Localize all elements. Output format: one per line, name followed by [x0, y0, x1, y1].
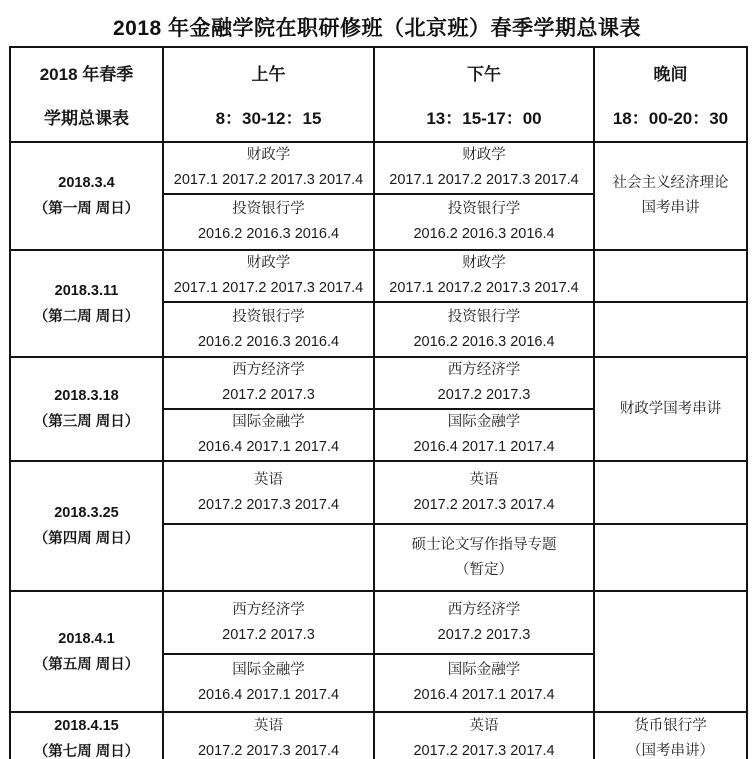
header-row: [10, 47, 747, 142]
course-name: 财政学: [462, 147, 506, 163]
course-cohorts: 2017.1 2017.2 2017.3 2017.4: [173, 280, 364, 296]
pm-course-cell: [374, 302, 594, 357]
course-name: 投资银行学: [447, 308, 521, 325]
week-text: （第五周 周日）: [33, 656, 140, 673]
header-evening: [594, 47, 747, 142]
course-name: 西方经济学: [447, 601, 521, 618]
course-cohorts: 2017.2 2017.3 2017.4: [413, 743, 555, 759]
course-name: 英语: [254, 471, 283, 488]
header-am-label: 上午: [251, 65, 286, 84]
evening-line2: （国考串讲）: [627, 743, 714, 759]
course-cohorts: 2016.2 2016.3 2016.4: [197, 226, 340, 242]
date-text: 2018.3.25: [54, 505, 119, 521]
am-course-cell: [163, 591, 374, 654]
course-cohorts: 2016.4 2017.1 2017.4: [413, 439, 555, 455]
pm-course-cell: [374, 194, 594, 250]
pm-course-cell: [374, 712, 594, 759]
course-name: 英语: [469, 718, 499, 734]
week-text: （第七周 周日）: [33, 744, 140, 759]
am-course-cell: [163, 250, 374, 302]
course-cohorts: 2016.2 2016.3 2016.4: [413, 333, 555, 350]
course-name: 西方经济学: [232, 601, 305, 618]
evening-cell-empty: [594, 591, 747, 712]
evening-line1: 社会主义经济理论: [612, 175, 729, 191]
course-name: 投资银行学: [232, 308, 305, 325]
schedule-table: [9, 46, 748, 759]
course-cohorts: 2017.2 2017.3 2017.4: [197, 743, 340, 759]
course-name: 国际金融学: [447, 662, 521, 678]
week5-row-top: [10, 591, 747, 654]
evening-line1: 货币银行学: [634, 718, 707, 734]
evening-cell: [594, 357, 747, 461]
week1-row-top: [10, 142, 747, 194]
week3-row-top: [10, 357, 747, 409]
week-text: （第四周 周日）: [33, 531, 140, 547]
course-cohorts: 2017.1 2017.2 2017.3 2017.4: [389, 280, 579, 296]
week-text: （第二周 周日）: [33, 308, 140, 325]
course-name: 国际金融学: [232, 662, 305, 678]
header-corner-line1: 2018 年春季: [39, 65, 134, 84]
am-course-cell: [163, 194, 374, 250]
week-text: （第一周 周日）: [33, 201, 140, 217]
course-cohorts: 2016.4 2017.1 2017.4: [197, 439, 340, 455]
date-cell: [10, 357, 163, 461]
header-pm-time: 13：15-17：00: [426, 109, 542, 128]
course-cohorts: 2016.4 2017.1 2017.4: [197, 687, 340, 703]
pm-course-cell: [374, 142, 594, 194]
course-name: 财政学: [462, 255, 506, 271]
pm-course-cell: [374, 524, 594, 591]
week7-row: [10, 712, 747, 759]
header-pm-label: 下午: [467, 65, 501, 84]
course-cohorts: 2017.2 2017.3: [222, 387, 315, 403]
course-name: 国际金融学: [447, 414, 521, 430]
date-text: 2018.3.11: [54, 282, 119, 299]
course-cohorts: 2017.2 2017.3 2017.4: [413, 496, 555, 513]
am-course-cell: [163, 461, 374, 524]
pm-course-cell: [374, 250, 594, 302]
date-text: 2018.3.4: [58, 175, 115, 191]
week-text: （第三周 周日）: [33, 414, 140, 430]
course-cohorts: 2017.2 2017.3: [437, 387, 531, 403]
evening-cell-empty: [594, 250, 747, 302]
am-course-cell: [163, 357, 374, 409]
evening-cell-empty: [594, 461, 747, 524]
evening-cell-empty: [594, 524, 747, 591]
date-cell: [10, 712, 163, 759]
evening-cell: [594, 712, 747, 759]
course-name: 财政学: [246, 147, 291, 163]
course-name: 投资银行学: [232, 201, 305, 217]
date-cell: [10, 461, 163, 591]
pm-course-cell: [374, 409, 594, 461]
pm-course-cell: [374, 357, 594, 409]
am-course-cell: [163, 142, 374, 194]
week4-row-top: [10, 461, 747, 524]
am-course-cell: [163, 302, 374, 357]
course-cohorts: 2017.2 2017.3 2017.4: [197, 496, 340, 513]
course-name: 西方经济学: [232, 362, 305, 378]
date-cell: [10, 250, 163, 357]
course-name: 英语: [469, 471, 499, 488]
am-course-cell: [163, 654, 374, 712]
course-name: 英语: [254, 718, 283, 734]
date-cell: [10, 142, 163, 250]
date-text: 2018.4.15: [54, 718, 119, 734]
pm-course-cell: [374, 591, 594, 654]
date-text: 2018.3.18: [54, 388, 119, 404]
header-corner: [10, 47, 163, 142]
course-name: 硕士论文写作指导专题: [411, 536, 557, 553]
header-pm: [374, 47, 594, 142]
header-am-time: 8：30-12：15: [215, 109, 322, 128]
am-course-cell-empty: [163, 524, 374, 591]
course-cohorts: 2017.1 2017.2 2017.3 2017.4: [389, 172, 579, 188]
evening-line2: 国考串讲: [641, 200, 700, 216]
course-cohorts: 2017.1 2017.2 2017.3 2017.4: [173, 172, 364, 188]
course-cohorts: 2017.2 2017.3: [222, 626, 315, 643]
course-name: 投资银行学: [447, 201, 521, 217]
page-title: 2018 年金融学院在职研修班（北京班）春季学期总课表: [112, 17, 642, 40]
course-cohorts: （暂定）: [455, 561, 513, 578]
course-cohorts: 2016.2 2016.3 2016.4: [413, 226, 555, 242]
course-cohorts: 2017.2 2017.3: [437, 626, 531, 643]
pm-course-cell: [374, 654, 594, 712]
evening-cell: [594, 142, 747, 250]
am-course-cell: [163, 409, 374, 461]
evening-line1: 财政学国考串讲: [619, 400, 722, 417]
course-name: 西方经济学: [447, 362, 521, 378]
course-name: 国际金融学: [232, 414, 305, 430]
week2-row-top: [10, 250, 747, 302]
course-cohorts: 2016.4 2017.1 2017.4: [413, 687, 555, 703]
header-evening-time: 18：00-20：30: [612, 109, 729, 128]
header-corner-line2: 学期总课表: [44, 109, 129, 128]
evening-cell-empty: [594, 302, 747, 357]
date-cell: [10, 591, 163, 712]
course-name: 财政学: [246, 255, 291, 271]
pm-course-cell: [374, 461, 594, 524]
header-am: [163, 47, 374, 142]
course-cohorts: 2016.2 2016.3 2016.4: [197, 333, 340, 350]
date-text: 2018.4.1: [58, 630, 115, 647]
am-course-cell: [163, 712, 374, 759]
header-evening-label: 晚间: [653, 65, 688, 84]
